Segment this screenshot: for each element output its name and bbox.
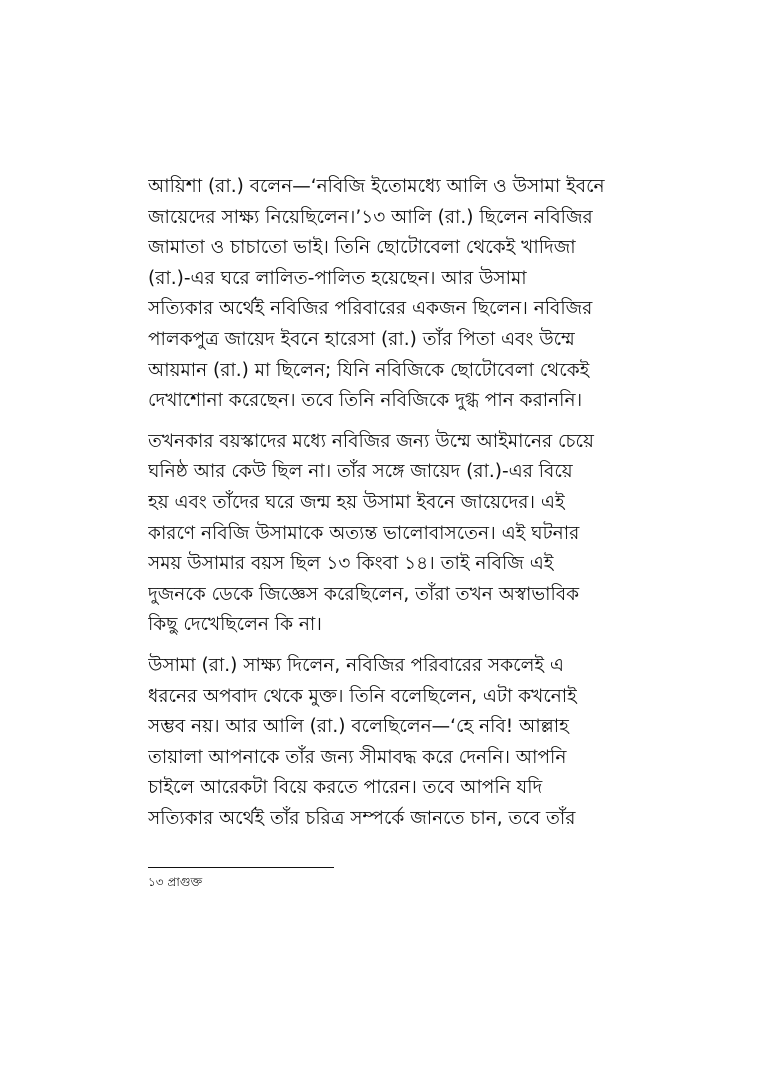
text-line: হয় এবং তাঁদের ঘরে জন্ম হয় উসামা ইবনে জায়েদের। এই xyxy=(148,491,565,513)
text-line: কারণে নবিজি উসামাকে অত্যন্ত ভালোবাসতেন। এই ঘটনার xyxy=(148,522,580,544)
text-line: সময় উসামার বয়স ছিল ১৩ কিংবা ১৪। তাই নবিজি এই xyxy=(148,553,554,575)
text-line: কিছু দেখেছিলেন কি না। xyxy=(148,614,322,636)
text-line: চাইলে আরেকটা বিয়ে করতে পারেন। তবে আপনি যদি xyxy=(148,777,543,799)
text-line: তখনকার বয়স্কাদের মধ্যে নবিজির জন্য উম্মে আইমানের চেয়ে xyxy=(148,430,594,452)
text-line: সত্যিকার অর্থেই নবিজির পরিবারের একজন ছিলেন। নবিজির xyxy=(148,298,593,320)
text-line: দুজনকে ডেকে জিজ্ঞেস করেছিলেন, তাঁরা তখন অস্বাভাবিক xyxy=(148,583,580,605)
text-line: পালকপুত্র জায়েদ ইবনে হারেসা (রা.) তাঁর পিতা এবং উম্মে xyxy=(148,328,575,350)
paragraph-2 xyxy=(148,427,615,641)
text-line: জায়েদের সাক্ষ্য নিয়েছিলেন।’১৩ আলি (রা.) ছিলেন নবিজির xyxy=(148,206,593,228)
text-line: উসামা (রা.) সাক্ষ্য দিলেন, নবিজির পরিবারের সকলেই এ xyxy=(148,654,564,676)
text-line: আয়মান (রা.) মা ছিলেন; যিনি নবিজিকে ছোটোবেলা থেকেই xyxy=(148,359,590,381)
paragraph-1 xyxy=(148,172,615,417)
footnote-divider xyxy=(148,867,334,868)
paragraph-3 xyxy=(148,651,615,835)
text-line: সত্যিকার অর্থেই তাঁর চরিত্র সম্পর্কে জানতে চান, তবে তাঁর xyxy=(148,807,576,829)
text-line: ঘনিষ্ঠ আর কেউ ছিল না। তাঁর সঙ্গে জায়েদ (রা.)-এর বিয়ে xyxy=(148,461,573,483)
footnote: ১৩ প্রাগুক্ত xyxy=(148,875,203,889)
text-line: জামাতা ও চাচাতো ভাই। তিনি ছোটোবেলা থেকেই খাদিজা xyxy=(148,237,576,259)
body-text xyxy=(148,172,615,844)
text-line: (রা.)-এর ঘরে লালিত-পালিত হয়েছেন। আর উসামা xyxy=(148,267,527,289)
text-line: তায়ালা আপনাকে তাঁর জন্য সীমাবদ্ধ করে দেননি। আপনি xyxy=(148,746,567,768)
text-line: সম্ভব নয়। আর আলি (রা.) বলেছিলেন—‘হে নবি! আল্লাহ xyxy=(148,716,569,738)
text-line: দেখাশোনা করেছেন। তবে তিনি নবিজিকে দুগ্ধ পান করাননি। xyxy=(148,390,583,412)
text-line: ধরনের অপবাদ থেকে মুক্ত। তিনি বলেছিলেন, এটা কখনোই xyxy=(148,685,577,707)
text-line: আয়িশা (রা.) বলেন—‘নবিজি ইতোমধ্যে আলি ও উসামা ইবনে xyxy=(148,176,605,197)
